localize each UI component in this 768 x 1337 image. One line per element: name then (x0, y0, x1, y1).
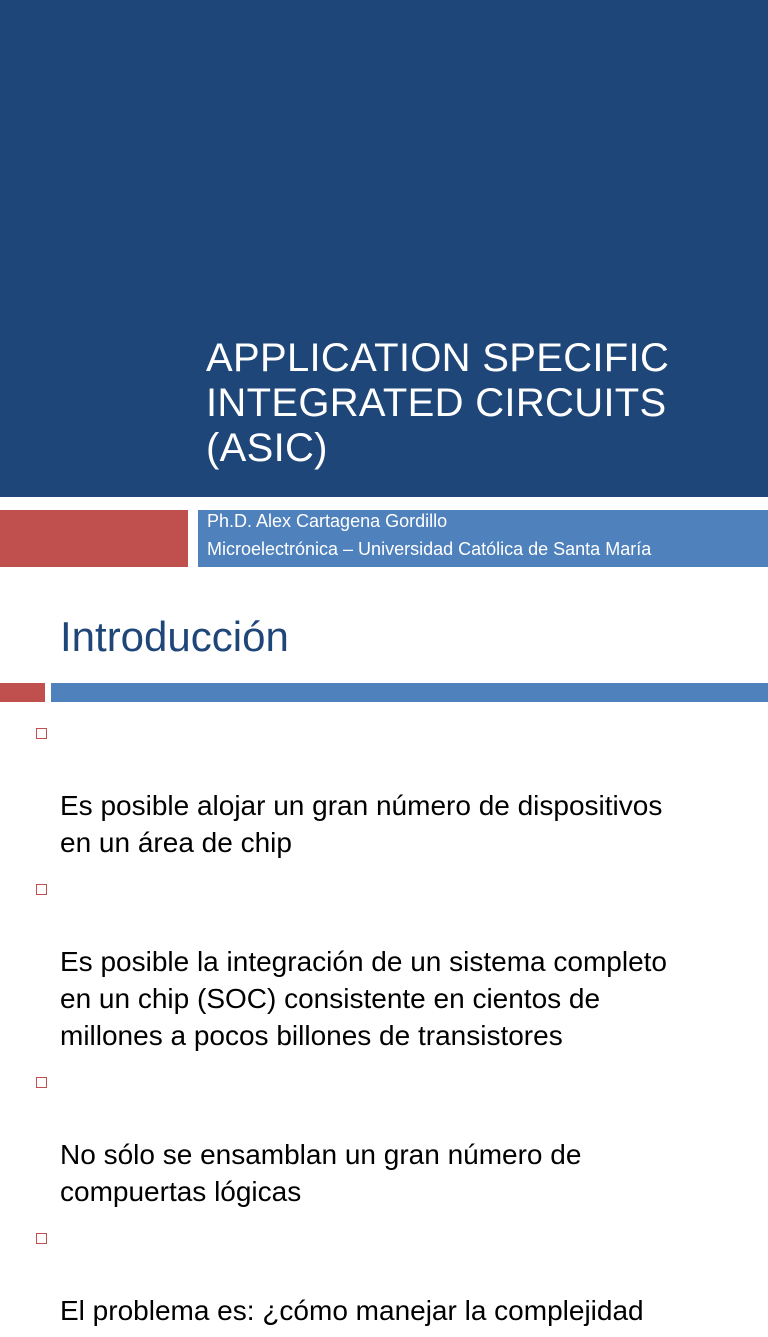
author-name: Ph.D. Alex Cartagena Gordillo (207, 511, 448, 531)
bullet-text: Es posible alojar un gran número de dispositivos en un área de chip (60, 790, 663, 858)
heading-divider-red (0, 683, 45, 702)
heading-divider-blue (51, 683, 768, 702)
bullet-item (0, 1218, 768, 1329)
section-heading: Introducción (60, 613, 289, 660)
hollow-square-bullet-icon (36, 1077, 47, 1088)
course-affiliation: Microelectrónica – Universidad Católica de Santa María (207, 539, 652, 559)
hollow-square-bullet-icon (36, 728, 47, 739)
bullet-item (0, 713, 768, 861)
slide-title: APPLICATION SPECIFIC INTEGRATED CIRCUITS (ASIC) (206, 336, 670, 470)
bullet-text: No sólo se ensamblan un gran número de compuertas lógicas (60, 1139, 582, 1207)
hollow-square-bullet-icon (36, 1233, 47, 1244)
bullet-item (0, 869, 768, 1054)
bullet-item (0, 1062, 768, 1210)
bullet-text: El problema es: ¿cómo manejar la complejidad (60, 1295, 644, 1326)
accent-bar-red (0, 510, 188, 567)
hollow-square-bullet-icon (36, 884, 47, 895)
bullet-text: Es posible la integración de un sistema completo en un chip (SOC) consistente en cientos de millones a pocos billones de transistores (60, 946, 668, 1051)
bullet-list (0, 713, 768, 1337)
